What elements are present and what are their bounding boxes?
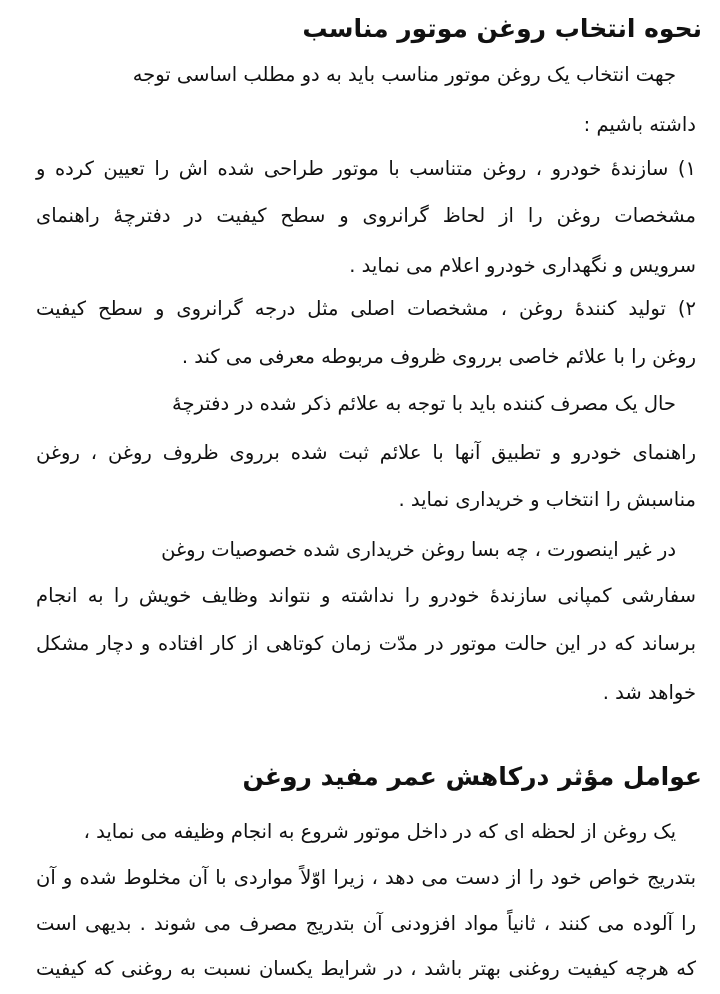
section-title-oil-selection: نحوه انتخاب روغن موتور مناسب: [302, 14, 702, 43]
paragraph-line: ۲) تولید کنندۀ روغن ، مشخصات اصلی مثل درجه گرانروی و سطح کیفیت: [36, 297, 696, 320]
paragraph-line: را آلوده می کنند ، ثانیاً مواد افزودنی آن بتدریج مصرف می شوند . بدیهی است: [36, 912, 696, 935]
paragraph-line: ۱) سازندۀ خودرو ، روغن متناسب با موتور طراحی شده اش را تعیین کرده و: [36, 157, 696, 180]
paragraph-line: بتدریج خواص خود را از دست می دهد ، زیرا اوّلاً مواردی با آن مخلوط شده و آن: [36, 866, 696, 889]
paragraph-line: حال یک مصرف کننده باید با توجه به علائم ذکر شده در دفترچۀ: [171, 392, 676, 415]
paragraph-line: مناسبش را انتخاب و خریداری نماید .: [398, 488, 696, 511]
paragraph-line: جهت انتخاب یک روغن موتور مناسب باید به دو مطلب اساسی توجه: [132, 63, 676, 86]
paragraph-line: روغن را با علائم خاصی برروی ظروف مربوطه معرفی می کند .: [181, 345, 696, 368]
section-title-oil-life-factors: عوامل مؤثر درکاهش عمر مفید روغن: [242, 762, 702, 791]
paragraph-line: مشخصات روغن را از لحاظ گرانروی و سطح کیفیت در دفترچۀ راهنمای: [36, 204, 696, 227]
paragraph-line: یک روغن از لحظه ای که در داخل موتور شروع به انجام وظیفه می نماید ،: [83, 820, 676, 843]
paragraph-line: سفارشی کمپانی سازندۀ خودرو را نداشته و نتواند وظایف خویش را به انجام: [36, 584, 696, 607]
paragraph-line: سرویس و نگهداری خودرو اعلام می نماید .: [349, 254, 696, 277]
paragraph-line: خواهد شد .: [602, 681, 696, 704]
paragraph-line: راهنمای خودرو و تطبیق آنها با علائم ثبت شده برروی ظروف روغن ، روغن: [36, 441, 696, 464]
paragraph-line: داشته باشیم :: [583, 113, 696, 136]
paragraph-line: که هرچه کیفیت روغنی بهتر باشد ، در شرایط یکسان نسبت به روغنی که کیفیت: [36, 957, 696, 980]
paragraph-line: در غیر اینصورت ، چه بسا روغن خریداری شده خصوصیات روغن: [161, 538, 676, 561]
paragraph-line: برساند که در این حالت موتور در مدّت زمان کوتاهی از کار افتاده و دچار مشکل: [36, 632, 696, 655]
